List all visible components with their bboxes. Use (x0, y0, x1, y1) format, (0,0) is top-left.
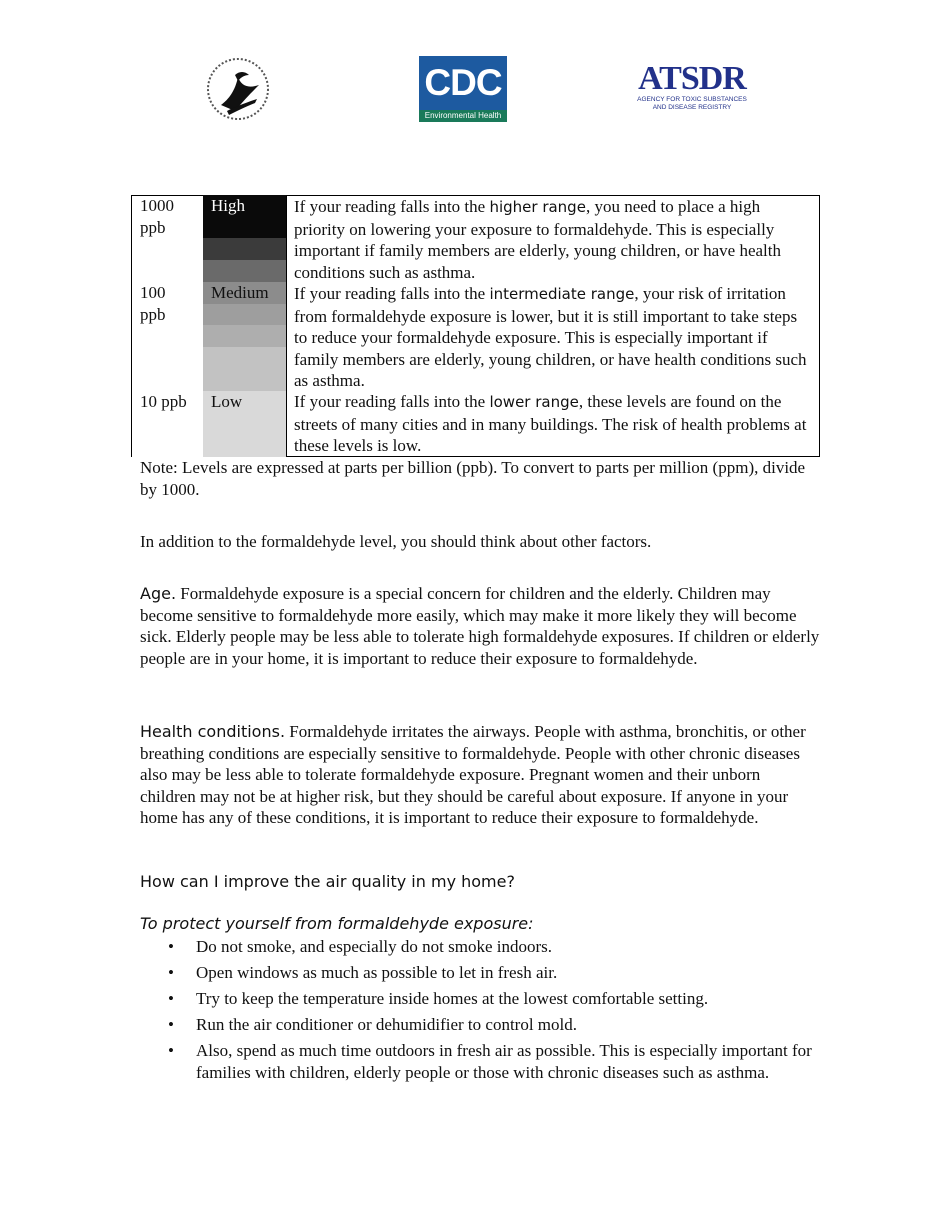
tip-text: Try to keep the temperature inside homes at the lowest comfortable setting. (196, 989, 709, 1008)
desc-medium-keyword: intermediate range (489, 285, 635, 303)
gradient-segment (203, 325, 286, 347)
bullet-icon: • (168, 1041, 174, 1060)
list-item (140, 988, 820, 1010)
tip-text: Also, spend as much time outdoors in fresh air as possible. This is especially important for families with children, elderly people or those with chronic diseases such as asthma. (196, 1041, 812, 1082)
intro-paragraph: In addition to the formaldehyde level, you should think about other factors. (140, 532, 652, 551)
gradient-segment (203, 347, 286, 391)
cdc-logo-subtitle: Environmental Health (419, 110, 507, 122)
level-label-medium: Medium (211, 283, 269, 302)
cdc-logo-text: CDC (419, 56, 507, 110)
desc-low-before: If your reading falls into the (294, 392, 490, 411)
units-note: Note: Levels are expressed at parts per billion (ppb). To convert to parts per million (ppm), divide by 1000. (140, 458, 806, 499)
desc-high-keyword: higher range (489, 198, 586, 216)
desc-low (294, 391, 809, 457)
atsdr-logo-text: ATSDR (638, 60, 746, 97)
level-label-low: Low (211, 392, 243, 411)
gradient-segment (203, 304, 286, 325)
tip-text: Run the air conditioner or dehumidifier to control mold. (196, 1015, 577, 1034)
table-border-left (131, 195, 132, 457)
bullet-icon: • (168, 1015, 174, 1034)
bullet-icon: • (168, 963, 174, 982)
ppb-label-medium: 100 ppb (140, 283, 166, 324)
desc-high-after: , you need to place a high priority on lowering your exposure to formaldehyde. This is especially important if family members are elderly, young children, or have health conditions such as asthma. (294, 197, 782, 282)
atsdr-subtitle-line1: AGENCY FOR TOXIC SUBSTANCES (637, 96, 747, 103)
list-item (140, 1014, 820, 1036)
age-heading: Age. (140, 584, 177, 603)
formaldehyde-level-table (131, 195, 819, 457)
protect-heading: To protect yourself from formaldehyde exposure: (140, 914, 534, 933)
protection-tips-list (140, 936, 820, 1088)
desc-medium (294, 283, 809, 392)
desc-low-keyword: lower range (489, 393, 579, 411)
list-item (140, 962, 820, 984)
desc-medium-after: , your risk of irritation from formaldehyde exposure is lower, but it is still important to take steps to reduce your formaldehyde exposure. This is especially important if family members are elderly, young children, or have health conditions such as asthma. (294, 284, 807, 390)
bullet-icon: • (168, 937, 174, 956)
cdc-logo (419, 56, 511, 122)
hhs-eagle-icon (205, 55, 271, 123)
desc-medium-before: If your reading falls into the (294, 284, 490, 303)
health-text: Formaldehyde irritates the airways. People with asthma, bronchitis, or other breathing conditions are especially sensitive to formaldehyde. People with other chronic diseases also may be less able to tolerate formaldehyde exposure. Pregnant women and their unborn children may not be at higher risk, but they should be careful about exposure. If anyone in your home has any of these conditions, it is important to reduce their exposure to formaldehyde. (140, 722, 806, 827)
gradient-segment (203, 260, 286, 282)
desc-low-after: , these levels are found on the streets of many cities and in many buildings. The risk of health problems at these levels is low. (294, 392, 807, 455)
desc-high-before: If your reading falls into the (294, 197, 490, 216)
gradient-segment (203, 238, 286, 260)
atsdr-logo-subtitle (632, 96, 752, 112)
tip-text: Do not smoke, and especially do not smoke indoors. (196, 937, 553, 956)
atsdr-logo (632, 62, 752, 118)
ppb-label-low: 10 ppb (140, 392, 187, 411)
desc-high (294, 196, 809, 283)
level-label-high: High (211, 196, 245, 215)
list-item (140, 1040, 820, 1083)
bullet-icon: • (168, 989, 174, 1008)
atsdr-subtitle-line2: AND DISEASE REGISTRY (652, 104, 732, 111)
age-text: Formaldehyde exposure is a special concern for children and the elderly. Children may become sensitive to formaldehyde more easily, which may make it more likely they will become sick. Elderly people may be less able to tolerate high formaldehyde exposures. If children or elderly people are in your home, it is important to reduce their exposure to formaldehyde. (140, 584, 820, 668)
health-paragraph (140, 721, 820, 829)
list-item (140, 936, 820, 958)
age-paragraph (140, 583, 820, 669)
ppb-label-high: 1000 ppb (140, 196, 174, 237)
tip-text: Open windows as much as possible to let in fresh air. (196, 963, 558, 982)
hhs-logo (205, 55, 271, 123)
health-heading: Health conditions. (140, 722, 286, 741)
improve-air-heading: How can I improve the air quality in my home? (140, 872, 515, 891)
